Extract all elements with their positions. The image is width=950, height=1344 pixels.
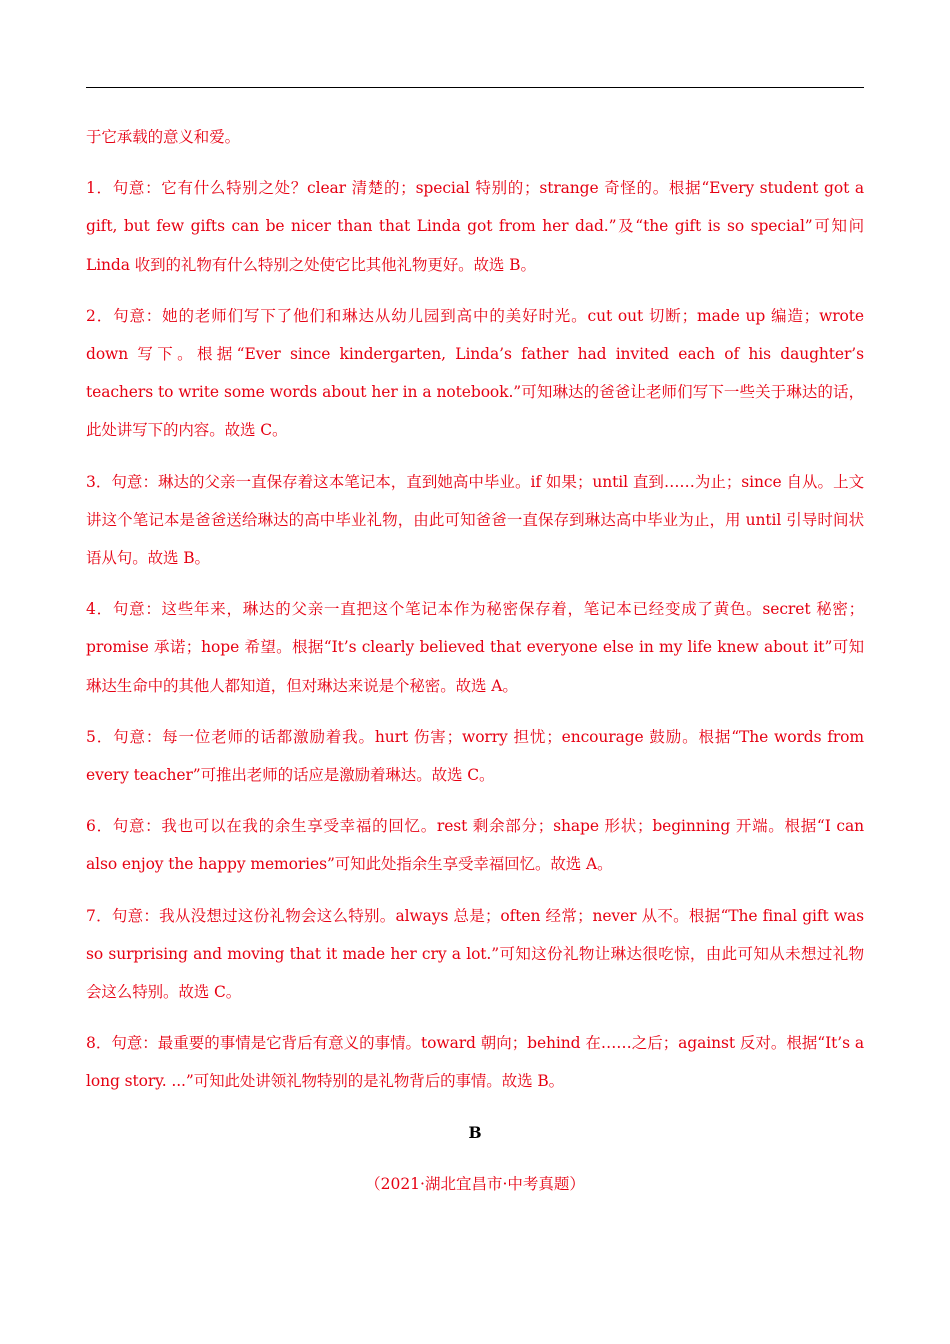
explanation-1: 1．句意：它有什么特别之处？clear 清楚的；special 特别的；strange 奇怪的。根据“Every student got a gift, but few gifts can be nicer than that Linda got from her dad.”及“the gift is so special”可知问 Linda 收到的礼物有什么特别之处使它比其他礼物更好。故选 B。 <box>86 179 864 274</box>
explanation-3: 3．句意：琳达的父亲一直保存着这本笔记本，直到她高中毕业。if 如果；until 直到……为止；since 自从。上文讲这个笔记本是爸爸送给琳达的高中毕业礼物，由此可知爸爸一直保存到琳达高中毕业为止，用 until 引导时间状语从句。故选 B。 <box>86 472 864 568</box>
explanation-4: 4．句意：这些年来，琳达的父亲一直把这个笔记本作为秘密保存着，笔记本已经变成了黄色。secret 秘密；promise 承诺；hope 希望。根据“It’s clearly believed that everyone else in my life knew about it”可知琳达生命中的其他人都知道，但对琳达来说是个秘密。故选 A。 <box>86 600 864 695</box>
explanation-5: 5．句意：每一位老师的话都激励着我。hurt 伤害；worry 担忧；encourage 鼓励。根据“The words from every teacher”可推出老师的话应是激励着琳达。故选 C。 <box>86 727 864 785</box>
header-rule <box>86 87 864 88</box>
explanation-6: 6．句意：我也可以在我的余生享受幸福的回忆。rest 剩余部分；shape 形状；beginning 开端。根据“I can also enjoy the happy memories”可知此处指余生享受幸福回忆。故选 A。 <box>86 817 864 874</box>
answer-explanations <box>86 118 864 1203</box>
lead-text: 于它承载的意义和爱。 <box>86 128 241 146</box>
explanation-8: 8．句意：最重要的事情是它背后有意义的事情。toward 朝向；behind 在……之后；against 反对。根据“It’s a long story. ...”可知此处讲领礼物特别的是礼物背后的事情。故选 B。 <box>86 1034 864 1091</box>
source-note: （2021·湖北宜昌市·中考真题） <box>365 1174 585 1193</box>
explanation-7: 7．句意：我从没想过这份礼物会这么特别。always 总是；often 经常；never 从不。根据“The final gift was so surprising and moving that it made her cry a lot.”可知这份礼物让琳达很吃惊，由此可知从未想过礼物会这么特别。故选 C。 <box>86 906 864 1002</box>
section-heading: B <box>468 1122 482 1142</box>
explanation-2: 2．句意：她的老师们写下了他们和琳达从幼儿园到高中的美好时光。cut out 切断；made up 编造；wrote down 写下。根据“Ever since kindergarten, Linda’s father had invited each of his daughter’s teachers to write some words about her in a notebook.”可知琳达的爸爸让老师们写下一些关于琳达的话，此处讲写下的内容。故选 C。 <box>86 306 864 440</box>
